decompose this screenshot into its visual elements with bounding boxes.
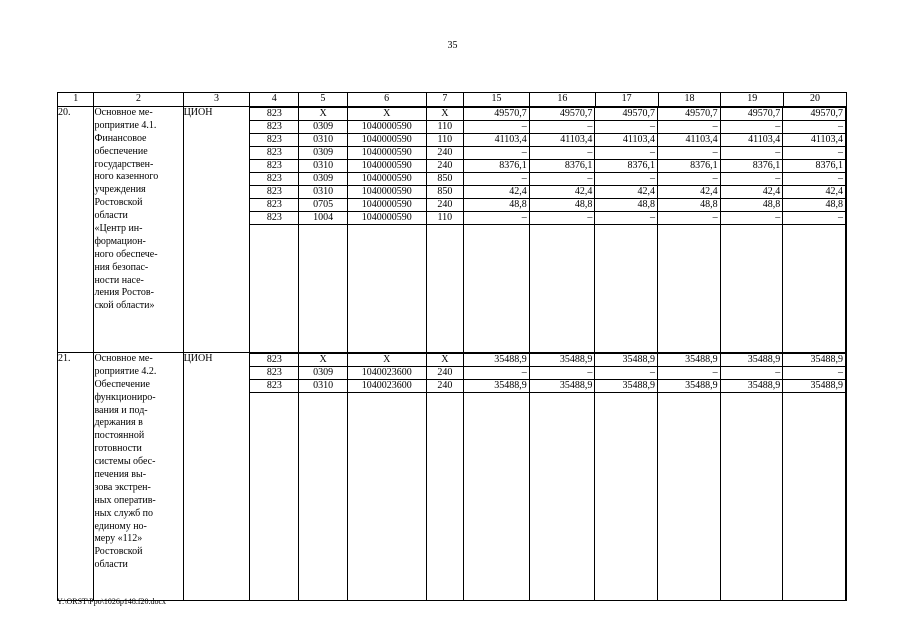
table-row: [58, 107, 847, 353]
amount-cell: 35488,9: [720, 380, 783, 393]
filler-cell: [347, 225, 426, 353]
budget-code-cell: 240: [426, 199, 463, 212]
description-line: области: [94, 559, 128, 571]
filler-cell: [347, 393, 426, 601]
description-line: обеспечение: [94, 145, 148, 157]
budget-line-row: [250, 354, 845, 367]
budget-code-cell: 0309: [299, 173, 347, 186]
amount-cell: 35488,9: [783, 380, 846, 393]
budget-code-cell: 1040000590: [347, 147, 426, 160]
description-line: печения вы-: [94, 469, 147, 481]
budget-line-row: [250, 173, 845, 186]
responsible-executor: ЦИОН: [183, 353, 250, 601]
description-line: Ростовской: [94, 197, 143, 209]
file-path-footer: Y:\ORST\Ppo\1026p148.f20.docx: [57, 597, 167, 606]
amount-cell: 42,4: [529, 186, 595, 199]
budget-code-cell: 1040023600: [347, 367, 426, 380]
description-line: государствен-: [94, 158, 154, 170]
description-line: ния безопас-: [94, 261, 149, 273]
row-number: 21.: [58, 353, 94, 601]
budget-lines-cell: [250, 107, 847, 353]
budget-code-cell: 823: [250, 121, 298, 134]
budget-code-cell: 240: [426, 367, 463, 380]
amount-cell: 41103,4: [464, 134, 530, 147]
amount-cell: –: [720, 147, 783, 160]
amount-cell: –: [464, 367, 530, 380]
budget-lines: [250, 353, 846, 600]
amount-cell: 49570,7: [595, 108, 658, 121]
description-line: системы обес-: [94, 456, 156, 468]
filler-cell: [529, 225, 595, 353]
filler-cell: [464, 393, 530, 601]
budget-code-cell: 110: [426, 212, 463, 225]
header-cell: 15: [464, 93, 530, 107]
amount-cell: 8376,1: [529, 160, 595, 173]
amount-cell: –: [658, 367, 721, 380]
budget-code-cell: 0310: [299, 380, 347, 393]
filler-cell: [250, 225, 298, 353]
amount-cell: –: [529, 147, 595, 160]
amount-cell: –: [595, 147, 658, 160]
table-row: [58, 353, 847, 601]
activity-description: [94, 353, 183, 601]
filler-cell: [783, 393, 846, 601]
header-cell: 20: [784, 93, 847, 107]
amount-cell: 42,4: [783, 186, 846, 199]
description-line: меру «112»: [94, 533, 143, 545]
amount-cell: 35488,9: [464, 380, 530, 393]
header-cell: 18: [658, 93, 721, 107]
header-cell: 19: [721, 93, 784, 107]
description-line: «Центр ин-: [94, 223, 143, 235]
description-line: вания и под-: [94, 404, 148, 416]
filler-cell: [658, 225, 721, 353]
header-cell: 1: [58, 93, 94, 107]
budget-code-cell: 823: [250, 173, 298, 186]
amount-cell: 8376,1: [658, 160, 721, 173]
budget-code-cell: Х: [426, 108, 463, 121]
budget-code-cell: 1040000590: [347, 173, 426, 186]
amount-cell: –: [658, 212, 721, 225]
amount-cell: 48,8: [720, 199, 783, 212]
budget-code-cell: Х: [299, 354, 347, 367]
amount-cell: –: [658, 121, 721, 134]
amount-cell: 8376,1: [720, 160, 783, 173]
amount-cell: –: [529, 173, 595, 186]
budget-code-cell: 823: [250, 108, 298, 121]
budget-code-cell: 0310: [299, 186, 347, 199]
budget-code-cell: 240: [426, 147, 463, 160]
budget-code-cell: Х: [347, 108, 426, 121]
budget-lines-cell: [250, 353, 847, 601]
activity-description: [94, 107, 183, 353]
description-line: ных служб по: [94, 507, 154, 519]
header-cell: 3: [183, 93, 250, 107]
amount-cell: 8376,1: [783, 160, 846, 173]
header-row: [58, 93, 847, 107]
amount-cell: 42,4: [464, 186, 530, 199]
budget-code-cell: 1040000590: [347, 160, 426, 173]
amount-cell: –: [529, 367, 595, 380]
budget-line-row: [250, 160, 845, 173]
budget-code-cell: 110: [426, 134, 463, 147]
amount-cell: 35488,9: [529, 380, 595, 393]
budget-code-cell: Х: [426, 354, 463, 367]
amount-cell: –: [783, 147, 846, 160]
budget-code-cell: 1040000590: [347, 212, 426, 225]
description-line: держания в: [94, 417, 143, 429]
filler-cell: [595, 225, 658, 353]
description-line: Ростовской: [94, 546, 143, 558]
amount-cell: 42,4: [658, 186, 721, 199]
budget-line-row: [250, 134, 845, 147]
row-number: 20.: [58, 107, 94, 353]
budget-code-cell: 823: [250, 186, 298, 199]
amount-cell: 49570,7: [720, 108, 783, 121]
budget-table: [57, 92, 847, 601]
amount-cell: –: [595, 212, 658, 225]
description-line: ской области»: [94, 300, 155, 312]
amount-cell: 42,4: [595, 186, 658, 199]
description-line: единому но-: [94, 520, 147, 532]
budget-code-cell: Х: [347, 354, 426, 367]
budget-line-row: [250, 212, 845, 225]
budget-line-row: [250, 121, 845, 134]
amount-cell: 48,8: [783, 199, 846, 212]
amount-cell: 41103,4: [658, 134, 721, 147]
description-line: функциониро-: [94, 391, 156, 403]
amount-cell: 35488,9: [464, 354, 530, 367]
amount-cell: –: [464, 212, 530, 225]
amount-cell: 41103,4: [783, 134, 846, 147]
amount-cell: 41103,4: [529, 134, 595, 147]
budget-code-cell: 240: [426, 380, 463, 393]
filler-cell: [529, 393, 595, 601]
budget-line-row: [250, 367, 845, 380]
budget-line-row: [250, 380, 845, 393]
amount-cell: 41103,4: [595, 134, 658, 147]
amount-cell: –: [595, 121, 658, 134]
budget-code-cell: 823: [250, 212, 298, 225]
amount-cell: –: [783, 173, 846, 186]
budget-code-cell: 1040023600: [347, 380, 426, 393]
description-line: формацион-: [94, 235, 146, 247]
amount-cell: –: [464, 121, 530, 134]
header-cell: 6: [347, 93, 426, 107]
filler-cell: [658, 393, 721, 601]
budget-code-cell: 823: [250, 134, 298, 147]
filler-cell: [783, 225, 846, 353]
amount-cell: –: [783, 367, 846, 380]
budget-code-cell: 823: [250, 199, 298, 212]
header-cell: 16: [529, 93, 595, 107]
budget-code-cell: 850: [426, 173, 463, 186]
budget-line-row: [250, 108, 845, 121]
amount-cell: –: [720, 173, 783, 186]
description-line: постоянной: [94, 430, 145, 442]
description-line: учреждения: [94, 184, 146, 196]
amount-cell: –: [658, 147, 721, 160]
budget-code-cell: 1004: [299, 212, 347, 225]
amount-cell: –: [595, 173, 658, 186]
budget-code-cell: 0309: [299, 367, 347, 380]
amount-cell: 8376,1: [595, 160, 658, 173]
budget-code-cell: 823: [250, 160, 298, 173]
description-line: ного казенного: [94, 171, 159, 183]
amount-cell: 49570,7: [658, 108, 721, 121]
filler-cell: [595, 393, 658, 601]
amount-cell: –: [783, 212, 846, 225]
filler-cell: [426, 225, 463, 353]
budget-code-cell: 110: [426, 121, 463, 134]
description-line: ных оператив-: [94, 494, 156, 506]
amount-cell: 42,4: [720, 186, 783, 199]
amount-cell: –: [464, 173, 530, 186]
header-cell: 5: [299, 93, 348, 107]
budget-code-cell: 1040000590: [347, 134, 426, 147]
budget-code-cell: 1040000590: [347, 199, 426, 212]
amount-cell: 48,8: [529, 199, 595, 212]
filler-cell: [720, 225, 783, 353]
budget-code-cell: 0309: [299, 147, 347, 160]
budget-code-cell: 1040000590: [347, 121, 426, 134]
budget-code-cell: 823: [250, 367, 298, 380]
amount-cell: –: [529, 212, 595, 225]
description-line: ности насе-: [94, 274, 144, 286]
amount-cell: 48,8: [464, 199, 530, 212]
budget-code-cell: Х: [299, 108, 347, 121]
budget-code-cell: 823: [250, 147, 298, 160]
filler-cell: [299, 393, 347, 601]
description-line: Обеспечение: [94, 378, 150, 390]
budget-code-cell: 0310: [299, 134, 347, 147]
amount-cell: 35488,9: [529, 354, 595, 367]
header-cell: 4: [250, 93, 299, 107]
budget-code-cell: 823: [250, 354, 298, 367]
description-line: роприятие 4.2.: [94, 365, 157, 377]
amount-cell: 49570,7: [529, 108, 595, 121]
filler-cell: [720, 393, 783, 601]
filler-row: [250, 225, 845, 353]
responsible-executor: ЦИОН: [183, 107, 250, 353]
budget-lines: [250, 107, 846, 352]
amount-cell: 41103,4: [720, 134, 783, 147]
budget-code-cell: 1040000590: [347, 186, 426, 199]
description-line: области: [94, 210, 128, 222]
budget-code-cell: 823: [250, 380, 298, 393]
filler-cell: [426, 393, 463, 601]
amount-cell: 35488,9: [595, 380, 658, 393]
amount-cell: 48,8: [595, 199, 658, 212]
amount-cell: 35488,9: [595, 354, 658, 367]
amount-cell: 35488,9: [658, 380, 721, 393]
description-line: ного обеспече-: [94, 248, 158, 260]
description-line: Основное ме-: [94, 107, 153, 118]
budget-code-cell: 850: [426, 186, 463, 199]
amount-cell: 35488,9: [658, 354, 721, 367]
budget-code-cell: 240: [426, 160, 463, 173]
budget-code-cell: 0309: [299, 121, 347, 134]
page-number: 35: [447, 40, 458, 51]
budget-line-row: [250, 199, 845, 212]
description-line: готовности: [94, 443, 142, 455]
description-line: Основное ме-: [94, 353, 153, 364]
description-line: Финансовое: [94, 132, 147, 144]
amount-cell: –: [595, 367, 658, 380]
amount-cell: 35488,9: [720, 354, 783, 367]
header-cell: 7: [426, 93, 463, 107]
description-line: роприятие 4.1.: [94, 119, 157, 131]
amount-cell: 49570,7: [783, 108, 846, 121]
amount-cell: –: [658, 173, 721, 186]
filler-cell: [299, 225, 347, 353]
amount-cell: –: [529, 121, 595, 134]
amount-cell: –: [720, 212, 783, 225]
header-cell: 2: [94, 93, 183, 107]
amount-cell: –: [720, 367, 783, 380]
budget-line-row: [250, 186, 845, 199]
filler-cell: [250, 393, 298, 601]
amount-cell: 48,8: [658, 199, 721, 212]
amount-cell: 35488,9: [783, 354, 846, 367]
filler-cell: [464, 225, 530, 353]
budget-code-cell: 0310: [299, 160, 347, 173]
budget-code-cell: 0705: [299, 199, 347, 212]
description-line: ления Ростов-: [94, 287, 154, 299]
description-line: зова экстрен-: [94, 481, 151, 493]
amount-cell: 8376,1: [464, 160, 530, 173]
header-cell: 17: [595, 93, 658, 107]
amount-cell: 49570,7: [464, 108, 530, 121]
amount-cell: –: [783, 121, 846, 134]
budget-line-row: [250, 147, 845, 160]
amount-cell: –: [720, 121, 783, 134]
amount-cell: –: [464, 147, 530, 160]
filler-row: [250, 393, 845, 601]
